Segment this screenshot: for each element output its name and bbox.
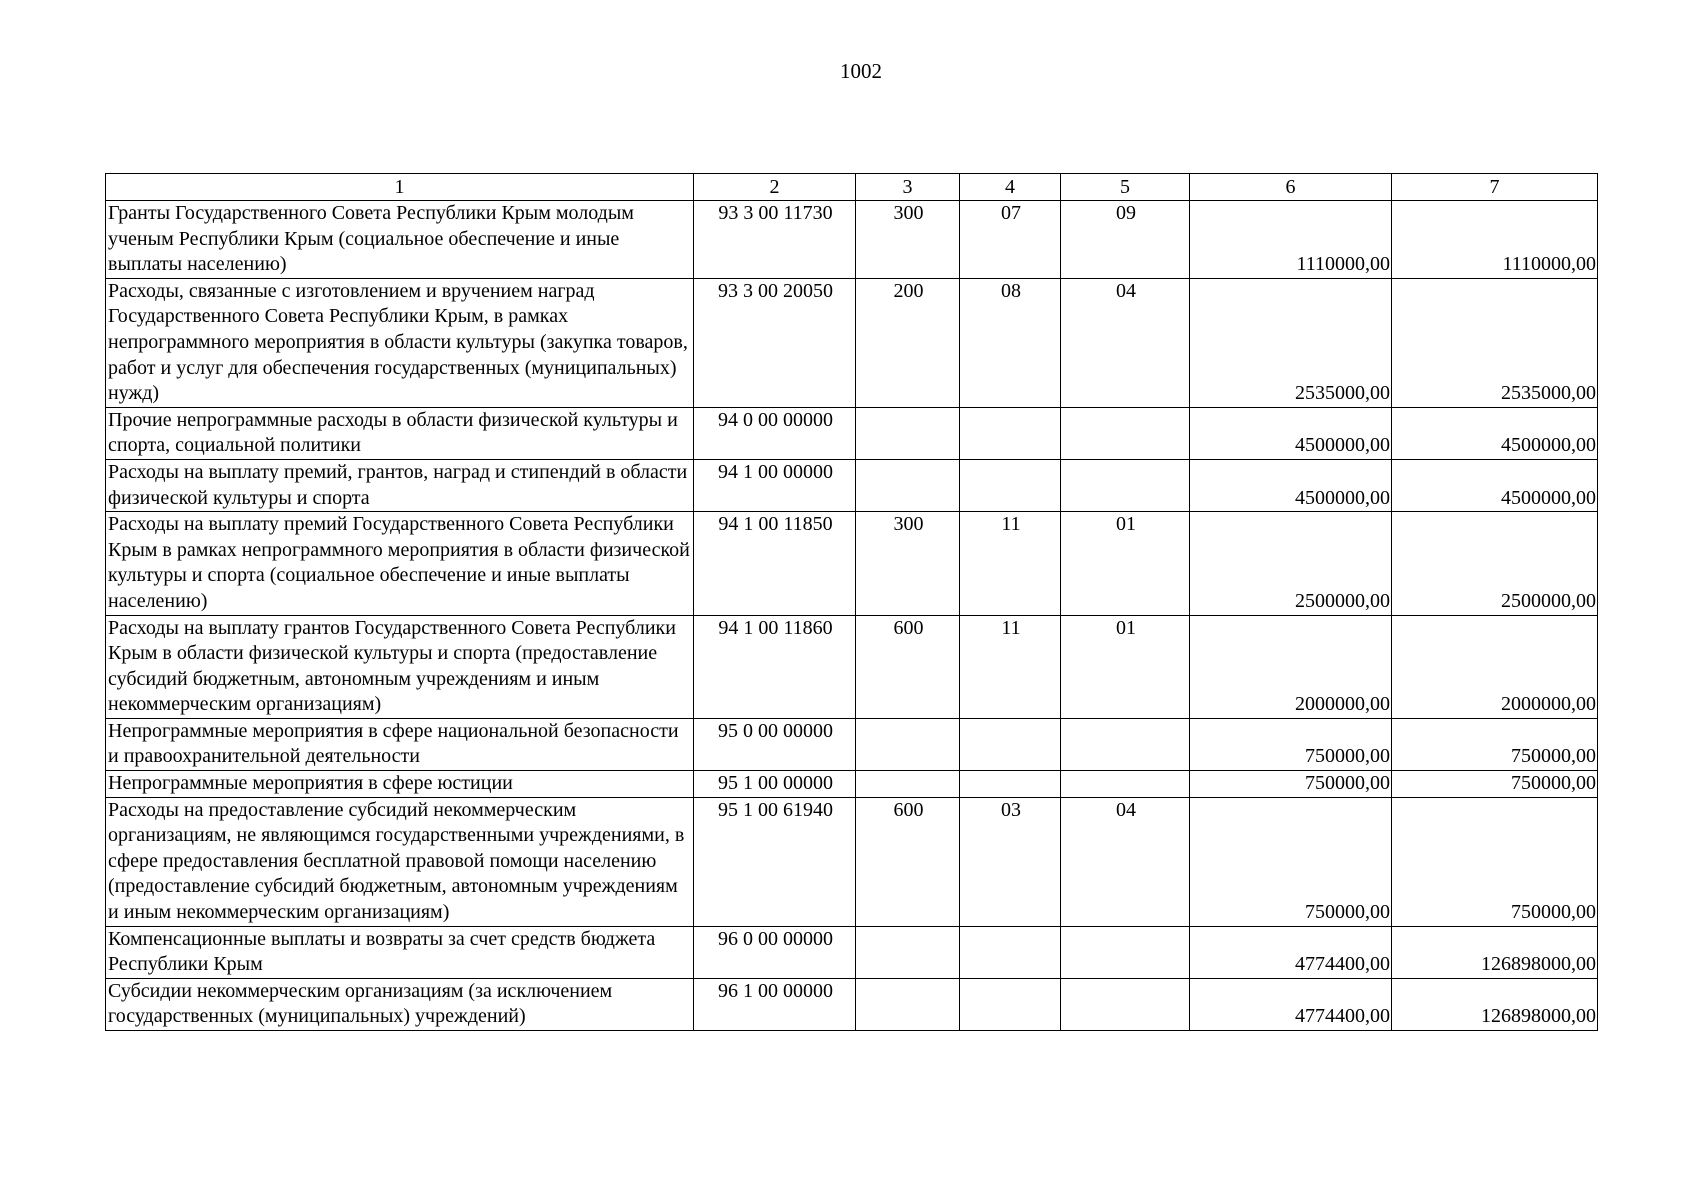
row-expense-type-cell — [856, 407, 960, 459]
row-expense-type-cell — [856, 718, 960, 770]
row-expense-type-cell: 600 — [856, 615, 960, 718]
row-amount-2-cell: 2000000,00 — [1392, 615, 1598, 718]
row-subsection-cell: 01 — [1061, 512, 1190, 615]
table-row — [106, 926, 1598, 978]
row-section-cell — [960, 459, 1061, 511]
row-code-cell: 95 0 00 00000 — [694, 718, 856, 770]
header-cell: 6 — [1190, 174, 1392, 201]
row-code-cell: 93 3 00 11730 — [694, 201, 856, 279]
table-row — [106, 459, 1598, 511]
row-section-cell — [960, 407, 1061, 459]
row-name-cell: Компенсационные выплаты и возвраты за счет средств бюджета Республики Крым — [106, 926, 694, 978]
header-cell: 3 — [856, 174, 960, 201]
row-name-cell: Непрограммные мероприятия в сфере национальной безопасности и правоохранительной деятельности — [106, 718, 694, 770]
row-code-cell: 96 0 00 00000 — [694, 926, 856, 978]
row-amount-2-cell: 4500000,00 — [1392, 407, 1598, 459]
row-code-cell: 93 3 00 20050 — [694, 278, 856, 407]
header-cell: 5 — [1061, 174, 1190, 201]
row-code-cell: 95 1 00 61940 — [694, 797, 856, 926]
table-row — [106, 615, 1598, 718]
row-amount-1-cell: 750000,00 — [1190, 718, 1392, 770]
table-header-row — [106, 174, 1598, 201]
table-row — [106, 278, 1598, 407]
row-subsection-cell: 09 — [1061, 201, 1190, 279]
row-amount-1-cell: 4774400,00 — [1190, 926, 1392, 978]
row-expense-type-cell — [856, 926, 960, 978]
row-subsection-cell — [1061, 407, 1190, 459]
page-number: 1002 — [840, 59, 882, 83]
row-amount-2-cell: 126898000,00 — [1392, 926, 1598, 978]
row-code-cell: 94 1 00 11850 — [694, 512, 856, 615]
table-row — [106, 512, 1598, 615]
table-row — [106, 771, 1598, 798]
row-name-cell: Прочие непрограммные расходы в области физической культуры и спорта, социальной политики — [106, 407, 694, 459]
row-name-cell: Расходы на предоставление субсидий некоммерческим организациям, не являющимся государственными учреждениями, в сфере предоставления бесплатной правовой помощи населению (предоставление субсидий бюджетным, автономным учреждениям и иным некоммерческим организациям) — [106, 797, 694, 926]
row-section-cell — [960, 771, 1061, 798]
row-name-cell: Расходы на выплату премий Государственного Совета Республики Крым в рамках непрограммного мероприятия в области физической культуры и спорта (социальное обеспечение и иные выплаты населению) — [106, 512, 694, 615]
row-amount-1-cell: 4500000,00 — [1190, 407, 1392, 459]
table-row — [106, 407, 1598, 459]
row-code-cell: 94 1 00 11860 — [694, 615, 856, 718]
row-amount-1-cell: 4500000,00 — [1190, 459, 1392, 511]
row-expense-type-cell — [856, 771, 960, 798]
row-expense-type-cell: 300 — [856, 201, 960, 279]
row-subsection-cell — [1061, 459, 1190, 511]
header-cell: 2 — [694, 174, 856, 201]
row-amount-2-cell: 750000,00 — [1392, 797, 1598, 926]
header-cell: 4 — [960, 174, 1061, 201]
row-section-cell: 11 — [960, 512, 1061, 615]
header-cell: 7 — [1392, 174, 1598, 201]
header-cell: 1 — [106, 174, 694, 201]
row-section-cell — [960, 718, 1061, 770]
row-amount-2-cell: 750000,00 — [1392, 718, 1598, 770]
row-subsection-cell: 04 — [1061, 797, 1190, 926]
row-amount-1-cell: 1110000,00 — [1190, 201, 1392, 279]
row-name-cell: Расходы на выплату премий, грантов, наград и стипендий в области физической культуры и спорта — [106, 459, 694, 511]
row-amount-2-cell: 4500000,00 — [1392, 459, 1598, 511]
row-amount-1-cell: 750000,00 — [1190, 771, 1392, 798]
row-section-cell — [960, 978, 1061, 1030]
row-expense-type-cell — [856, 978, 960, 1030]
budget-table — [105, 173, 1598, 1031]
row-code-cell: 95 1 00 00000 — [694, 771, 856, 798]
row-amount-1-cell: 750000,00 — [1190, 797, 1392, 926]
row-code-cell: 94 0 00 00000 — [694, 407, 856, 459]
row-amount-2-cell: 2535000,00 — [1392, 278, 1598, 407]
table-row — [106, 718, 1598, 770]
row-section-cell: 08 — [960, 278, 1061, 407]
row-section-cell: 03 — [960, 797, 1061, 926]
row-code-cell: 94 1 00 00000 — [694, 459, 856, 511]
row-expense-type-cell: 200 — [856, 278, 960, 407]
row-expense-type-cell: 600 — [856, 797, 960, 926]
row-name-cell: Субсидии некоммерческим организациям (за исключением государственных (муниципальных) учреждений) — [106, 978, 694, 1030]
row-section-cell — [960, 926, 1061, 978]
row-name-cell: Гранты Государственного Совета Республики Крым молодым ученым Республики Крым (социальное обеспечение и иные выплаты населению) — [106, 201, 694, 279]
row-section-cell: 07 — [960, 201, 1061, 279]
row-amount-1-cell: 4774400,00 — [1190, 978, 1392, 1030]
row-expense-type-cell — [856, 459, 960, 511]
row-amount-2-cell: 1110000,00 — [1392, 201, 1598, 279]
table-row — [106, 978, 1598, 1030]
row-amount-2-cell: 2500000,00 — [1392, 512, 1598, 615]
row-subsection-cell — [1061, 978, 1190, 1030]
row-subsection-cell: 04 — [1061, 278, 1190, 407]
row-subsection-cell — [1061, 926, 1190, 978]
row-subsection-cell — [1061, 771, 1190, 798]
table-row — [106, 797, 1598, 926]
row-name-cell: Непрограммные мероприятия в сфере юстиции — [106, 771, 694, 798]
row-amount-2-cell: 750000,00 — [1392, 771, 1598, 798]
row-amount-2-cell: 126898000,00 — [1392, 978, 1598, 1030]
table-row — [106, 201, 1598, 279]
row-amount-1-cell: 2500000,00 — [1190, 512, 1392, 615]
row-subsection-cell — [1061, 718, 1190, 770]
row-code-cell: 96 1 00 00000 — [694, 978, 856, 1030]
row-subsection-cell: 01 — [1061, 615, 1190, 718]
row-amount-1-cell: 2535000,00 — [1190, 278, 1392, 407]
row-name-cell: Расходы, связанные с изготовлением и вручением наград Государственного Совета Республики Крым, в рамках непрограммного мероприятия в области культуры (закупка товаров, работ и услуг для обеспечения государственных (муниципальных) нужд) — [106, 278, 694, 407]
row-section-cell: 11 — [960, 615, 1061, 718]
row-name-cell: Расходы на выплату грантов Государственного Совета Республики Крым в области физической культуры и спорта (предоставление субсидий бюджетным, автономным учреждениям и иным некоммерческим организациям) — [106, 615, 694, 718]
row-amount-1-cell: 2000000,00 — [1190, 615, 1392, 718]
row-expense-type-cell: 300 — [856, 512, 960, 615]
